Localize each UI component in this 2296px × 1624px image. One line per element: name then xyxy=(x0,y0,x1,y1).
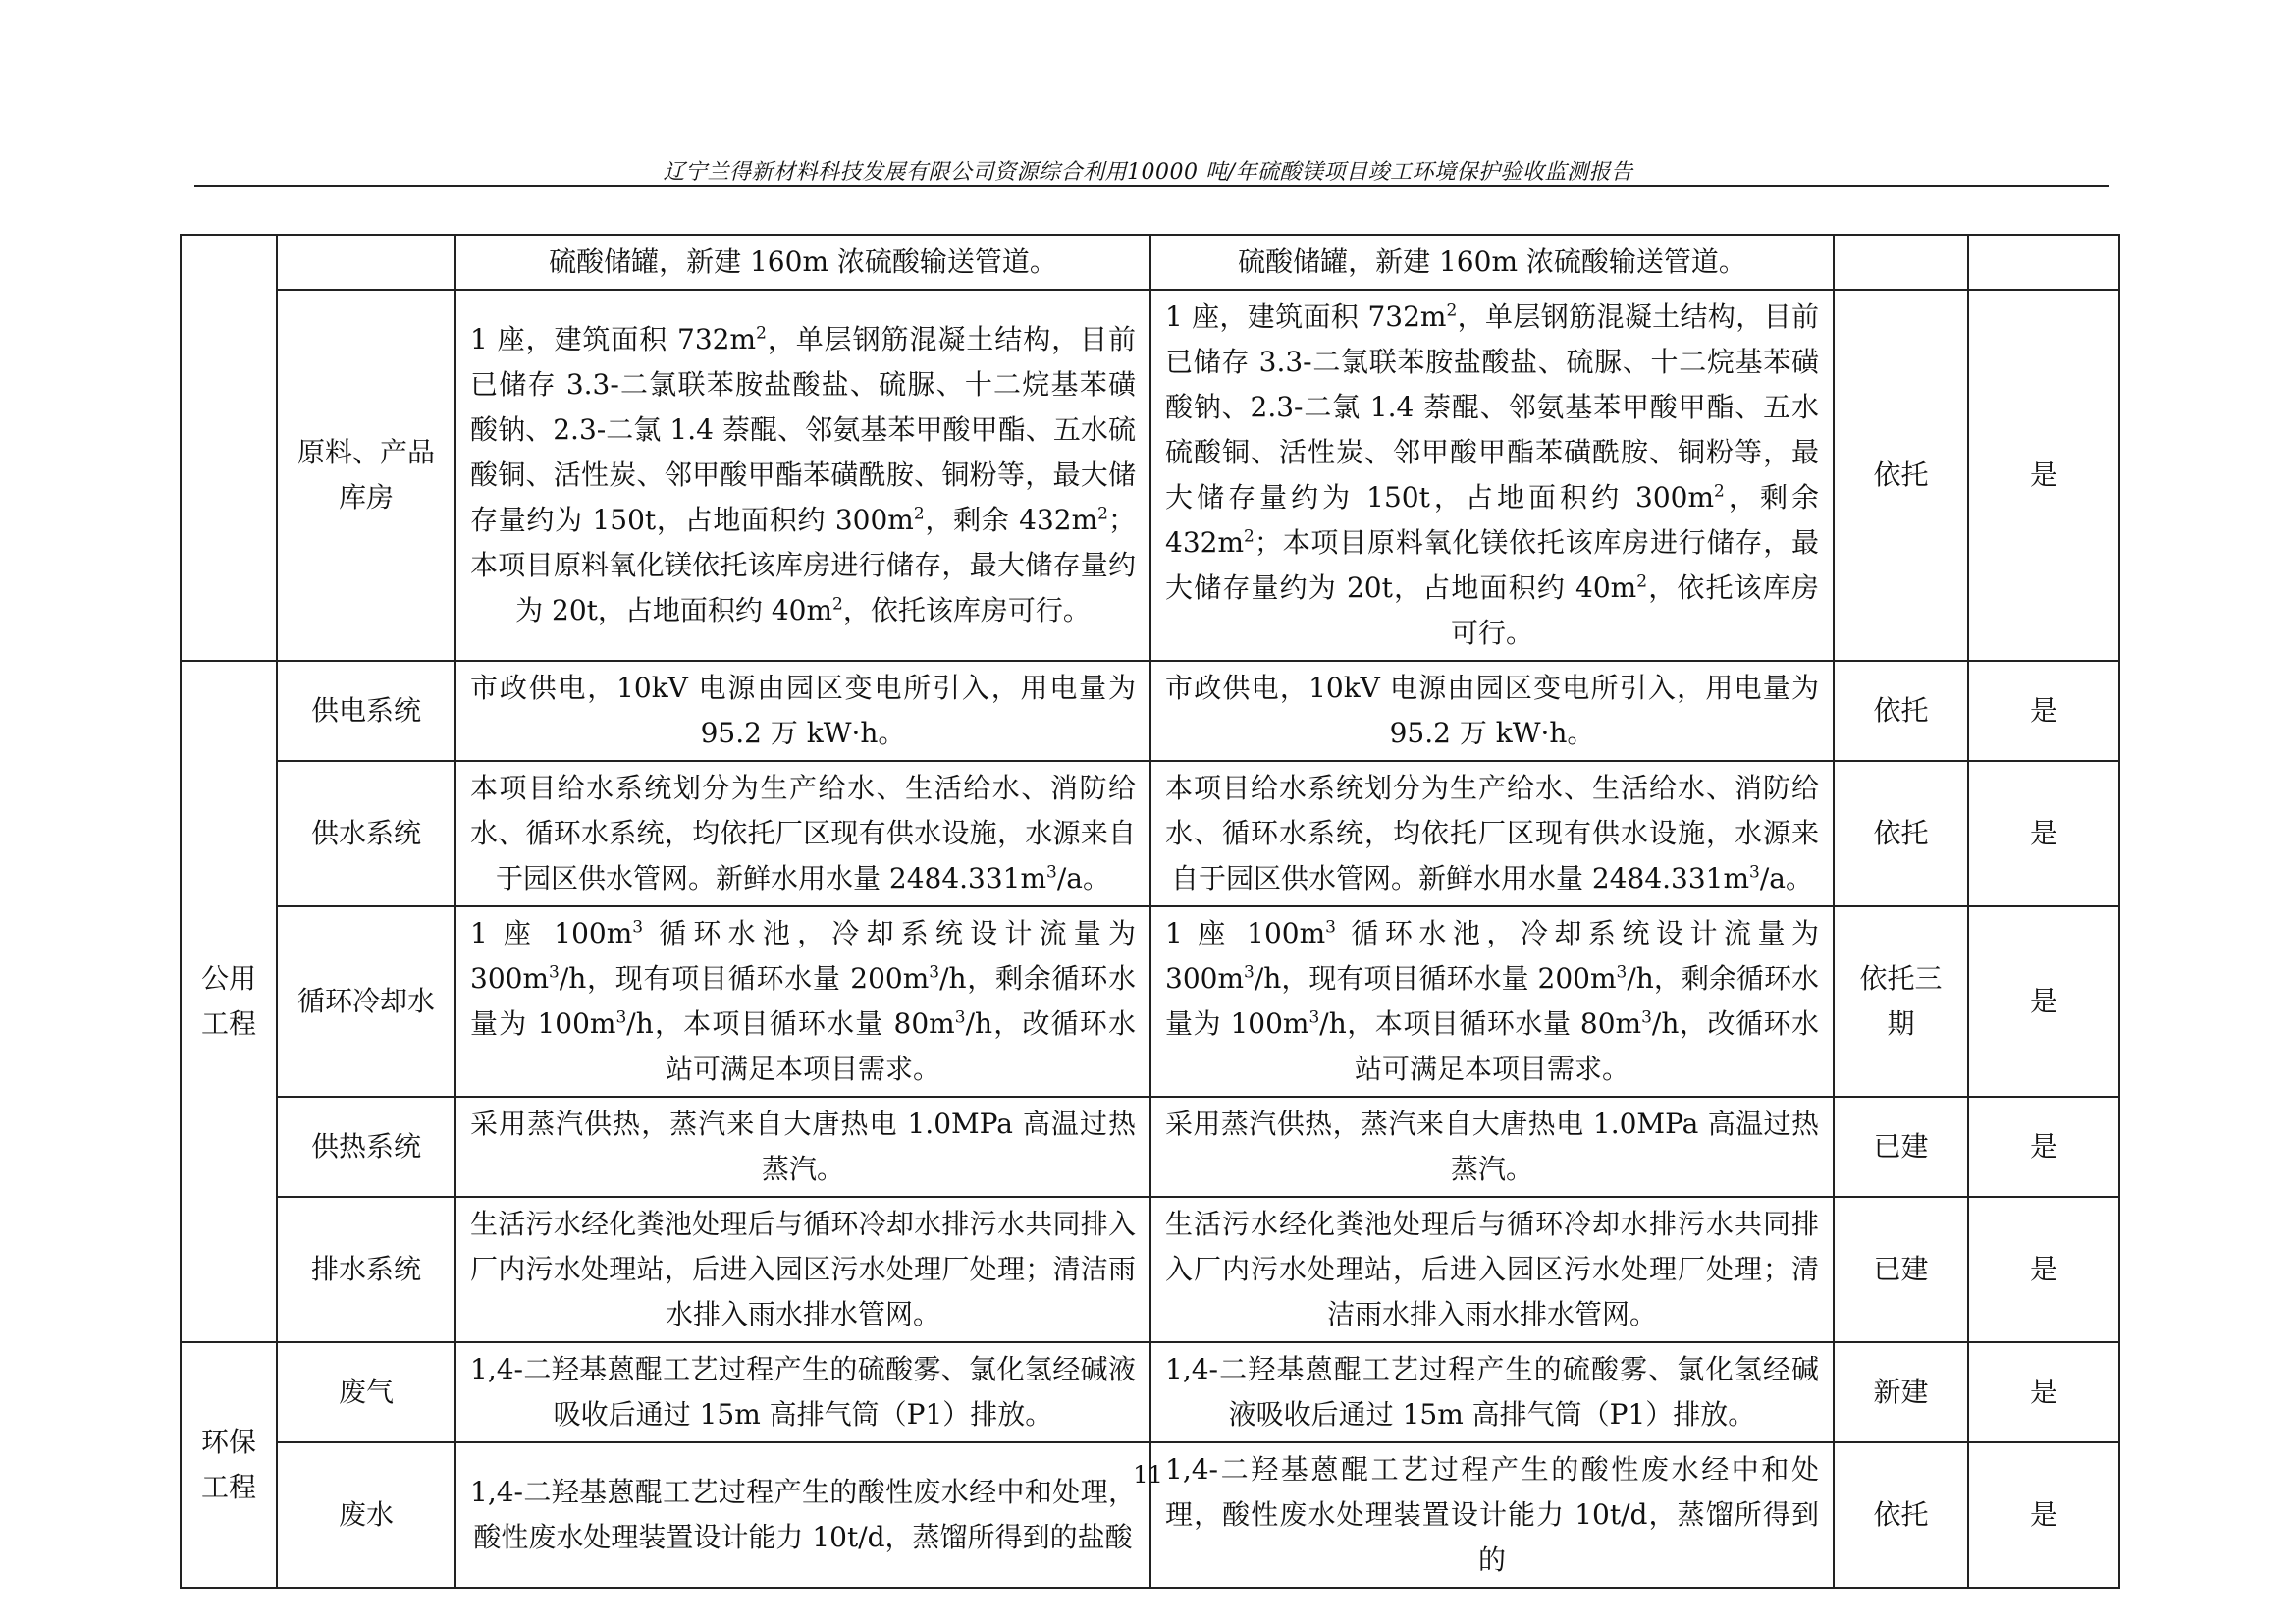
category-cell: 环保工程 xyxy=(181,1342,277,1588)
consistent-cell: 是 xyxy=(1968,761,2119,906)
actual-content-cell: 采用蒸汽供热，蒸汽来自大唐热电 1.0MPa 高温过热蒸汽。 xyxy=(1150,1097,1834,1197)
status-cell: 依托 xyxy=(1834,761,1968,906)
actual-content-cell: 生活污水经化粪池处理后与循环冷却水排污水共同排入厂内污水处理站，后进入园区污水处理厂处理；清洁雨水排入雨水排水管网。 xyxy=(1150,1197,1834,1342)
actual-content-cell: 市政供电，10kV 电源由园区变电所引入，用电量为 95.2 万 kW·h。 xyxy=(1150,661,1834,761)
project-comparison-table xyxy=(180,234,2120,1589)
category-cell-continued xyxy=(181,235,277,661)
actual-content-cell: 本项目给水系统划分为生产给水、生活给水、消防给水、循环水系统，均依托厂区现有供水设施，水源来自于园区供水管网。新鲜水用水量 $2484.331m^3/a$。 xyxy=(1150,761,1834,906)
status-cell: 依托三期 xyxy=(1834,906,1968,1097)
table-row xyxy=(181,1342,2119,1442)
status-cell: 已建 xyxy=(1834,1197,1968,1342)
designed-content-cell: 1,4-二羟基蒽醌工艺过程产生的酸性废水经中和处理，酸性废水处理装置设计能力 10t/d，蒸馏所得到的盐酸 xyxy=(455,1442,1150,1588)
item-name-cell: 循环冷却水 xyxy=(277,906,455,1097)
consistent-cell: 是 xyxy=(1968,906,2119,1097)
designed-content-cell: 1 座，建筑面积 $732m^2$，单层钢筋混凝土结构，目前已储存 3.3-二氯联苯胺盐酸盐、硫脲、十二烷基苯磺酸钠、2.3-二氯 1.4 萘醌、邻氨基苯甲酸甲酯、五水硫酸铜、活性炭、邻甲酸甲酯苯磺酰胺、铜粉等，最大储存量约为 150t，占地面积约 $300m^2$，剩余 $432m^2$；本项目原料氧化镁依托该库房进行储存，最大储存量约为 20t，占地面积约 $40m^2$，依托该库房可行。 xyxy=(455,290,1150,661)
item-name-cell xyxy=(277,235,455,290)
status-cell xyxy=(1834,235,1968,290)
table-row xyxy=(181,290,2119,661)
designed-content-cell: 生活污水经化粪池处理后与循环冷却水排污水共同排入厂内污水处理站，后进入园区污水处理厂处理；清洁雨水排入雨水排水管网。 xyxy=(455,1197,1150,1342)
designed-content-cell: 采用蒸汽供热，蒸汽来自大唐热电 1.0MPa 高温过热蒸汽。 xyxy=(455,1097,1150,1197)
page-number: 11 xyxy=(1133,1461,1163,1489)
table-row xyxy=(181,1097,2119,1197)
header-divider xyxy=(194,185,2109,187)
designed-content-cell: 硫酸储罐，新建 160m 浓硫酸输送管道。 xyxy=(455,235,1150,290)
table-row xyxy=(181,906,2119,1097)
item-name-cell: 供电系统 xyxy=(277,661,455,761)
status-cell: 依托 xyxy=(1834,290,1968,661)
designed-content-cell: 1,4-二羟基蒽醌工艺过程产生的硫酸雾、氯化氢经碱液吸收后通过 15m 高排气筒（P1）排放。 xyxy=(455,1342,1150,1442)
consistent-cell xyxy=(1968,235,2119,290)
item-name-cell: 供热系统 xyxy=(277,1097,455,1197)
actual-content-cell: 1,4-二羟基蒽醌工艺过程产生的硫酸雾、氯化氢经碱液吸收后通过 15m 高排气筒（P1）排放。 xyxy=(1150,1342,1834,1442)
table-row xyxy=(181,661,2119,761)
item-name-cell: 原料、产品库房 xyxy=(277,290,455,661)
category-cell: 公用工程 xyxy=(181,661,277,1342)
item-name-cell: 供水系统 xyxy=(277,761,455,906)
item-name-cell: 废水 xyxy=(277,1442,455,1588)
designed-content-cell: 市政供电，10kV 电源由园区变电所引入，用电量为 95.2 万 kW·h。 xyxy=(455,661,1150,761)
consistent-cell: 是 xyxy=(1968,290,2119,661)
status-cell: 依托 xyxy=(1834,1442,1968,1588)
actual-content-cell: 1,4-二羟基蒽醌工艺过程产生的酸性废水经中和处理，酸性废水处理装置设计能力 10t/d，蒸馏所得到的 xyxy=(1150,1442,1834,1588)
designed-content-cell: 本项目给水系统划分为生产给水、生活给水、消防给水、循环水系统，均依托厂区现有供水设施，水源来自于园区供水管网。新鲜水用水量 $2484.331m^3/a$。 xyxy=(455,761,1150,906)
status-cell: 新建 xyxy=(1834,1342,1968,1442)
status-cell: 依托 xyxy=(1834,661,1968,761)
item-name-cell: 排水系统 xyxy=(277,1197,455,1342)
actual-content-cell: 1 座 $100m^3$ 循环水池，冷却系统设计流量为 $300m^3/h$，现有项目循环水量 $200m^3/h$，剩余循环水量为 $100m^3/h$，本项目循环水量 $80m^3/h$，改循环水站可满足本项目需求。 xyxy=(1150,906,1834,1097)
consistent-cell: 是 xyxy=(1968,1097,2119,1197)
actual-content-cell: 硫酸储罐，新建 160m 浓硫酸输送管道。 xyxy=(1150,235,1834,290)
consistent-cell: 是 xyxy=(1968,1442,2119,1588)
actual-content-cell: 1 座，建筑面积 $732m^2$，单层钢筋混凝土结构，目前已储存 3.3-二氯联苯胺盐酸盐、硫脲、十二烷基苯磺酸钠、2.3-二氯 1.4 萘醌、邻氨基苯甲酸甲酯、五水硫酸铜、活性炭、邻甲酸甲酯苯磺酰胺、铜粉等，最大储存量约为 150t，占地面积约 $300m^2$，剩余 $432m^2$；本项目原料氧化镁依托该库房进行储存，最大储存量约为 20t，占地面积约 $40m^2$，依托该库房可行。 xyxy=(1150,290,1834,661)
table-row xyxy=(181,761,2119,906)
item-name-cell: 废气 xyxy=(277,1342,455,1442)
designed-content-cell: 1 座 $100m^3$ 循环水池，冷却系统设计流量为 $300m^3/h$，现有项目循环水量 $200m^3/h$，剩余循环水量为 $100m^3/h$，本项目循环水量 $80m^3/h$，改循环水站可满足本项目需求。 xyxy=(455,906,1150,1097)
table-row xyxy=(181,235,2119,290)
table-row xyxy=(181,1197,2119,1342)
report-header-title: 辽宁兰得新材料科技发展有限公司资源综合利用10000 吨/年硫酸镁项目竣工环境保护验收监测报告 xyxy=(663,160,1633,185)
consistent-cell: 是 xyxy=(1968,661,2119,761)
status-cell: 已建 xyxy=(1834,1097,1968,1197)
consistent-cell: 是 xyxy=(1968,1197,2119,1342)
consistent-cell: 是 xyxy=(1968,1342,2119,1442)
